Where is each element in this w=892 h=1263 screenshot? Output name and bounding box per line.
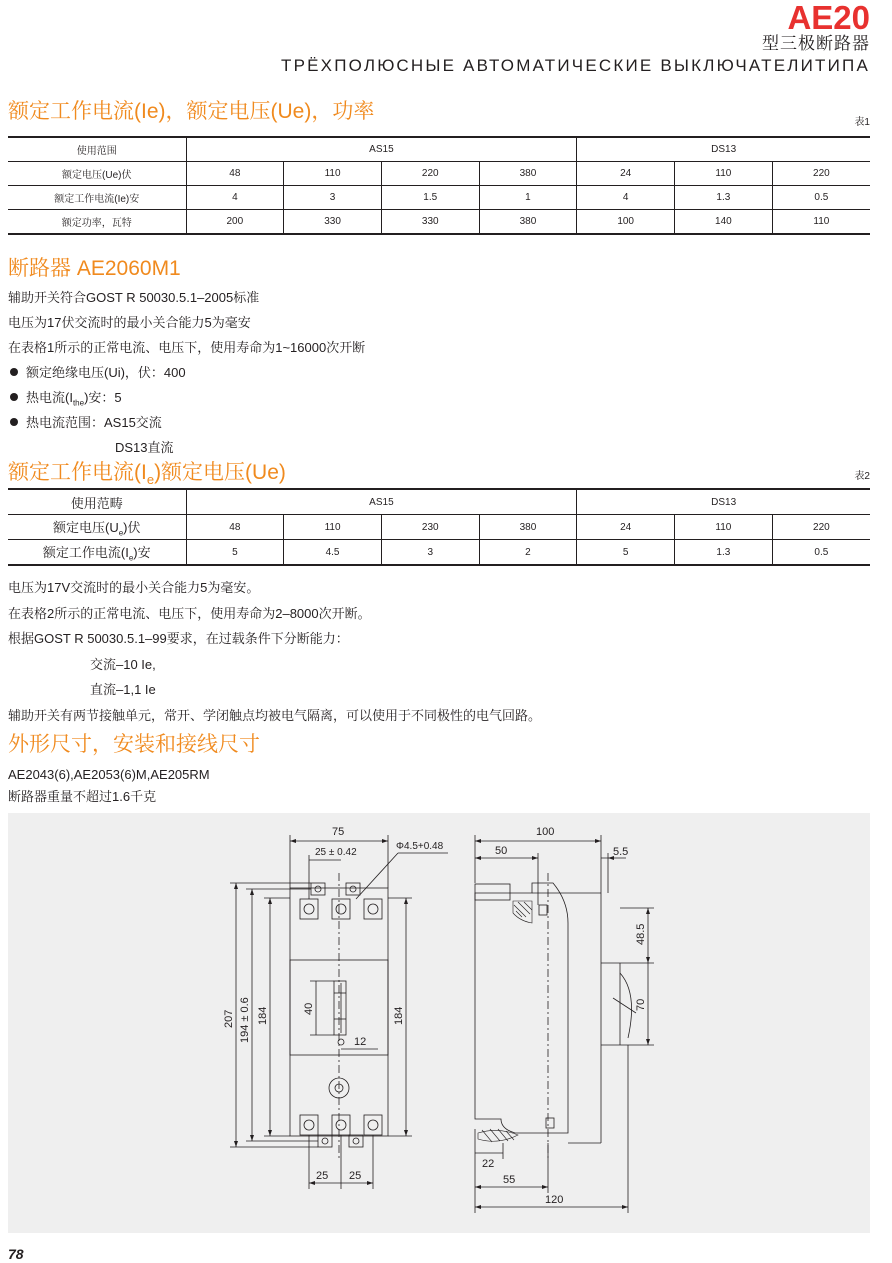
table-cell: 1.5	[381, 186, 479, 210]
section4-title: 外形尺寸，安装和接线尺寸	[8, 733, 260, 756]
table-cell: 230	[381, 515, 479, 540]
table1-group-as: AS15	[186, 137, 577, 162]
bullet-continuation: DS13直流	[115, 440, 174, 455]
table-cell: 4	[577, 186, 675, 210]
dim-120: 120	[545, 1194, 564, 1206]
row-label: 额定功率，瓦特	[8, 210, 186, 235]
row-label: 额定工作电流(Ie)安	[8, 186, 186, 210]
table-cell: 3	[284, 186, 382, 210]
dim-100: 100	[536, 826, 555, 838]
section1-title: 额定工作电流(Ie)，额定电压(Ue)，功率	[8, 100, 375, 123]
text-line: 辅助开关有两节接触单元，常开、学闭触点均被电气隔离，可以使用于不同极性的电气回路。	[8, 708, 542, 723]
table1-head-label: 使用范围	[8, 137, 186, 162]
product-model: AE20	[787, 0, 870, 36]
row-label: 额定电压$(U_e)$伏	[8, 515, 186, 540]
dim-184-left: 184	[257, 1006, 269, 1025]
text-line: 在表格2所示的正常电流、电压下，使用寿命为2–8000次开断。	[8, 606, 371, 621]
dim-48-5: 48.5	[635, 923, 647, 945]
dim-12: 12	[354, 1036, 367, 1048]
table-row	[8, 186, 870, 210]
dim-50: 50	[495, 845, 508, 857]
dim-207: 207	[223, 1009, 235, 1028]
table-cell: 5	[186, 540, 284, 566]
bullet-item: 热电流范围：AS15交流	[10, 415, 162, 431]
table1-header-row	[8, 137, 870, 162]
dim-40: 40	[303, 1002, 315, 1015]
bullet-icon	[10, 368, 18, 376]
subtitle-cn: 型三极断路器	[762, 34, 870, 53]
models-line: AE2043(6),AE2053(6)M,AE205RM	[8, 767, 210, 782]
table2-head-label: 使用范畴	[8, 489, 186, 515]
bullet-icon	[10, 418, 18, 426]
table2-label: 表2	[854, 471, 870, 482]
table-cell: 4.5	[284, 540, 382, 566]
table-cell: 330	[284, 210, 382, 235]
text-line: 在表格1所示的正常电流、电压下，使用寿命为1~16000次开断	[8, 340, 366, 355]
section3-title: 额定工作电流$(I_e)$额定电压(Ue)	[8, 461, 286, 488]
table-cell: 110	[284, 162, 382, 186]
dim-22: 22	[482, 1158, 495, 1170]
text-line: 电压为17V交流时的最小关合能力5为毫安。	[8, 580, 260, 595]
table-cell: 330	[381, 210, 479, 235]
table1-label: 表1	[854, 117, 870, 128]
table2-group-ds: DS13	[577, 489, 870, 515]
dim-25-tolerance: 25 ± 0.42	[315, 847, 357, 858]
table-cell: 220	[381, 162, 479, 186]
dim-194: 194 ± 0.6	[239, 997, 251, 1043]
table-row	[8, 515, 870, 540]
table-cell: 110	[284, 515, 382, 540]
table-row	[8, 210, 870, 235]
table-cell: 110	[772, 210, 870, 235]
text-line-dc: 直流–1,1 Ie	[90, 682, 156, 697]
table-cell: 48	[186, 515, 284, 540]
table-cell: 0.5	[772, 540, 870, 566]
table2	[8, 488, 870, 566]
dim-25-bottom-left: 25	[316, 1170, 329, 1182]
table-cell: 48	[186, 162, 284, 186]
table-cell: 110	[675, 515, 773, 540]
dim-25-bottom-right: 25	[349, 1170, 362, 1182]
table-cell: 380	[479, 210, 577, 235]
table-cell: 5	[577, 540, 675, 566]
row-label: 额定电压(Ue)伏	[8, 162, 186, 186]
weight-line: 断路器重量不超过1.6千克	[8, 789, 157, 804]
table-cell: 24	[577, 162, 675, 186]
side-view-body	[475, 883, 568, 1133]
dim-5-5: 5.5	[613, 846, 629, 858]
bullet-item: 热电流$(I_{the})$安：5	[10, 390, 122, 412]
table-cell: 220	[772, 515, 870, 540]
table2-header-row	[8, 489, 870, 515]
table-row	[8, 540, 870, 566]
dimension-drawing-svg	[8, 813, 870, 1233]
dim-184-right: 184	[393, 1006, 405, 1025]
page-number: 78	[8, 1246, 24, 1262]
table-cell: 2	[479, 540, 577, 566]
table2-group-as: AS15	[186, 489, 577, 515]
table-cell: 380	[479, 515, 577, 540]
row-label: 额定工作电流$(I_e)$安	[8, 540, 186, 566]
table-cell: 24	[577, 515, 675, 540]
text-line: 根据GOST R 50030.5.1–99要求，在过载条件下分断能力：	[8, 631, 349, 646]
section2-title: 断路器 AE2060M1	[8, 257, 181, 280]
dim-hole-diameter: Φ4.5+0.48	[396, 841, 444, 852]
table-cell: 4	[186, 186, 284, 210]
table1-group-ds: DS13	[577, 137, 870, 162]
table-cell: 1.3	[675, 540, 773, 566]
table-cell: 0.5	[772, 186, 870, 210]
subtitle-ru: ТРЁХПОЛЮСНЫЕ АВТОМАТИЧЕСКИЕ ВЫКЛЮЧАТЕЛИТИПА	[280, 56, 870, 75]
table-cell: 380	[479, 162, 577, 186]
table-cell: 1.3	[675, 186, 773, 210]
text-line-ac: 交流–10 Ie,	[90, 657, 156, 672]
table-cell: 140	[675, 210, 773, 235]
table-cell: 220	[772, 162, 870, 186]
text-line: 电压为17伏交流时的最小关合能力5为毫安	[8, 315, 251, 330]
dimension-drawing	[8, 813, 870, 1233]
bullet-icon	[10, 393, 18, 401]
table-cell: 100	[577, 210, 675, 235]
text-line: 辅助开关符合GOST R 50030.5.1–2005标准	[8, 290, 260, 305]
bullet-item: 额定绝缘电压(Ui)，伏：400	[10, 365, 186, 381]
table1	[8, 136, 870, 235]
table-cell: 1	[479, 186, 577, 210]
dim-70: 70	[635, 998, 647, 1011]
table-row	[8, 162, 870, 186]
dim-55: 55	[503, 1174, 516, 1186]
dim-75: 75	[332, 826, 345, 838]
table-cell: 110	[675, 162, 773, 186]
table-cell: 3	[381, 540, 479, 566]
table-cell: 200	[186, 210, 284, 235]
